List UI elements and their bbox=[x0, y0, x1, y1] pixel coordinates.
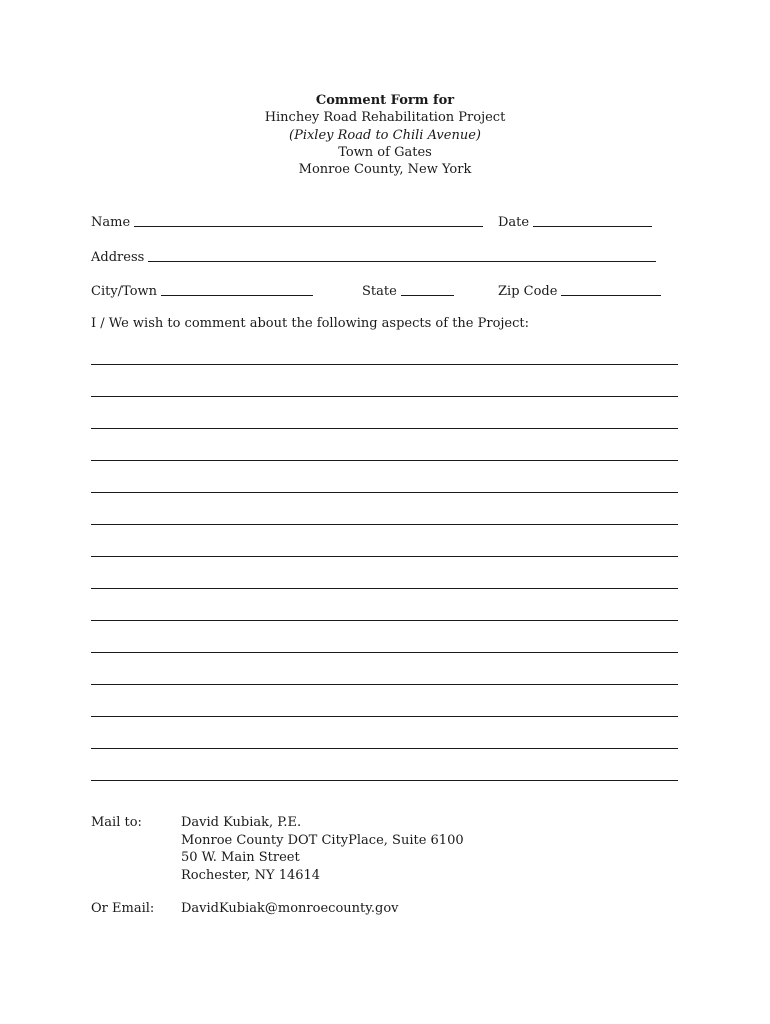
zip-label: Zip Code bbox=[498, 284, 558, 299]
date-field bbox=[498, 212, 652, 230]
mail-address-line: Monroe County DOT CityPlace, Suite 6100 bbox=[181, 832, 464, 848]
state-field bbox=[362, 281, 454, 299]
comment-line[interactable] bbox=[91, 492, 678, 493]
comment-line[interactable] bbox=[91, 684, 678, 685]
name-label: Name bbox=[91, 215, 131, 230]
city-blank[interactable] bbox=[161, 282, 313, 296]
name-field bbox=[91, 212, 483, 230]
address-label: Address bbox=[91, 250, 145, 265]
mail-address-line: David Kubiak, P.E. bbox=[181, 815, 302, 830]
date-blank[interactable] bbox=[533, 213, 652, 227]
town-name: Town of Gates bbox=[338, 144, 432, 160]
name-blank[interactable] bbox=[134, 213, 483, 227]
comment-line[interactable] bbox=[91, 620, 678, 621]
mail-address-line: Rochester, NY 14614 bbox=[181, 867, 321, 883]
comment-line[interactable] bbox=[91, 428, 678, 429]
form-title: Comment Form for bbox=[315, 93, 455, 108]
email-label: Or Email: bbox=[91, 901, 155, 916]
comment-line[interactable] bbox=[91, 588, 678, 589]
mail-address-line: 50 W. Main Street bbox=[181, 850, 300, 865]
zip-field bbox=[498, 281, 661, 299]
zip-blank[interactable] bbox=[561, 282, 661, 296]
form-header bbox=[0, 92, 770, 178]
county-state: Monroe County, New York bbox=[298, 162, 472, 178]
comment-line[interactable] bbox=[91, 396, 678, 397]
comment-line[interactable] bbox=[91, 556, 678, 557]
comment-line[interactable] bbox=[91, 652, 678, 653]
state-label: State bbox=[362, 284, 397, 299]
address-field bbox=[91, 247, 656, 265]
state-blank[interactable] bbox=[401, 282, 454, 296]
project-name: Hinchey Road Rehabilitation Project bbox=[264, 110, 506, 126]
mail-label: Mail to: bbox=[91, 815, 142, 830]
comment-line[interactable] bbox=[91, 460, 678, 461]
email-address[interactable]: DavidKubiak@monroecounty.gov bbox=[181, 901, 399, 916]
mail-address bbox=[181, 814, 464, 884]
comment-prompt: I / We wish to comment about the following aspects of the Project: bbox=[91, 316, 530, 331]
comment-line[interactable] bbox=[91, 364, 678, 365]
project-limits: (Pixley Road to Chili Avenue) bbox=[289, 127, 481, 143]
date-label: Date bbox=[498, 215, 530, 230]
comment-line[interactable] bbox=[91, 780, 678, 781]
comment-line[interactable] bbox=[91, 748, 678, 749]
city-label: City/Town bbox=[91, 284, 158, 299]
address-blank[interactable] bbox=[148, 248, 656, 262]
comment-line[interactable] bbox=[91, 524, 678, 525]
comment-line[interactable] bbox=[91, 716, 678, 717]
city-field bbox=[91, 281, 313, 299]
